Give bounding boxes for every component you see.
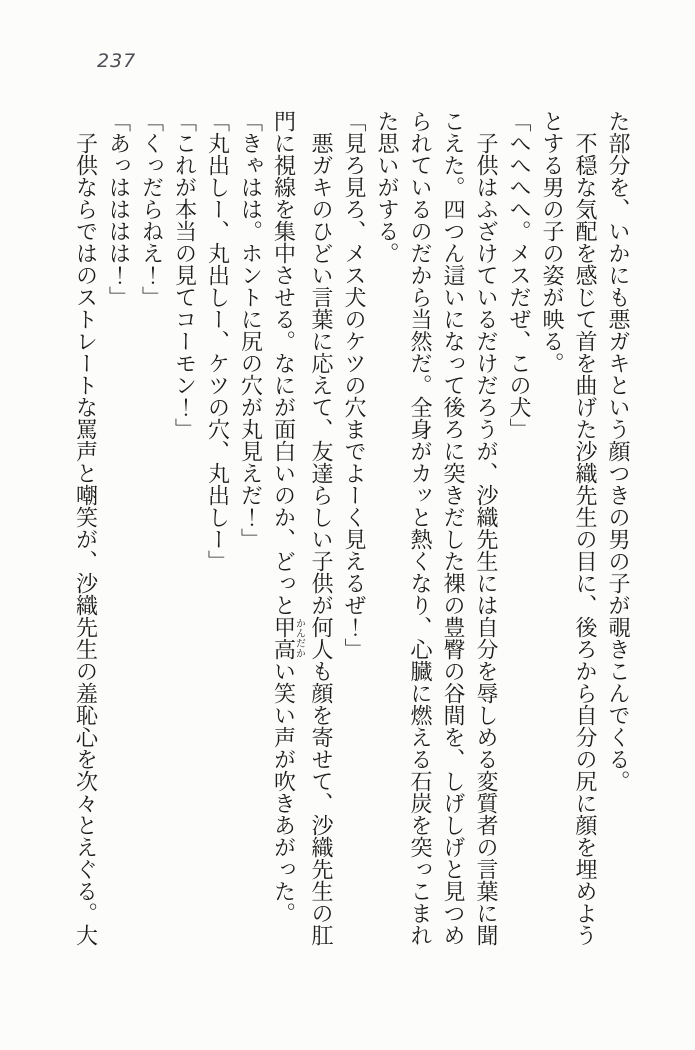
text-column: 「きゃはは。ホントに尻の穴が丸見えだ！」: [237, 110, 263, 550]
ruby-text: かんだか: [293, 616, 305, 660]
text-column: 子供ならではのストレートな罵声と嘲笑が、沙織先生の羞恥心を次々とえぐる。大: [72, 110, 98, 946]
furigana-ruby: [270, 616, 305, 660]
text-column: 「丸出しー、丸出しー、ケツの穴、丸出しー」: [204, 110, 230, 572]
text-column: 「あっはははは！」: [105, 110, 131, 308]
text-column: 不穏な気配を感じて首を曲げた沙織先生の目に、後ろから自分の尻に顔を埋めよう: [572, 110, 597, 946]
text-segment: い笑い声が吹きあがった。: [270, 660, 296, 924]
text-column: 「へへへへ。メスだぜ、この犬」: [506, 110, 531, 440]
text-column: こえた。四つん這いになって後ろに突きだした裸の豊臀の谷間を、しげしげと見つめ: [440, 110, 465, 946]
page-number: 237: [97, 50, 137, 72]
text-column: 悪ガキのひどい言葉に応えて、友達らしい子供が何人も顔を寄せて、沙織先生の肛: [308, 110, 333, 946]
text-column: 「見ろ見ろ、メス犬のケツの穴までよーく見えるぜ！」: [341, 110, 366, 660]
text-column: た思いがする。: [374, 110, 399, 264]
text-column: 「くっだらねえ！」: [138, 110, 164, 308]
text-column: られているのだから当然だ。全身がカッと熱くなり、心臓に燃える石炭を突っこまれ: [407, 110, 432, 946]
text-column: 子供はふざけているだけだろうが、沙織先生には自分を辱しめる変質者の言葉に聞: [473, 110, 498, 946]
text-segment: 門に視線を集中させる。なにが面白いのか、どっと: [270, 110, 296, 616]
body-text: [69, 110, 635, 970]
text-column: [267, 110, 305, 970]
text-column: 「これが本当の見てコーモン！」: [171, 110, 197, 440]
ruby-base: 甲高: [270, 616, 296, 660]
text-column: とする男の子の姿が映る。: [539, 110, 564, 374]
text-column: た部分を、いかにも悪ガキという顔つきの男の子が覗きこんでくる。: [605, 110, 630, 792]
